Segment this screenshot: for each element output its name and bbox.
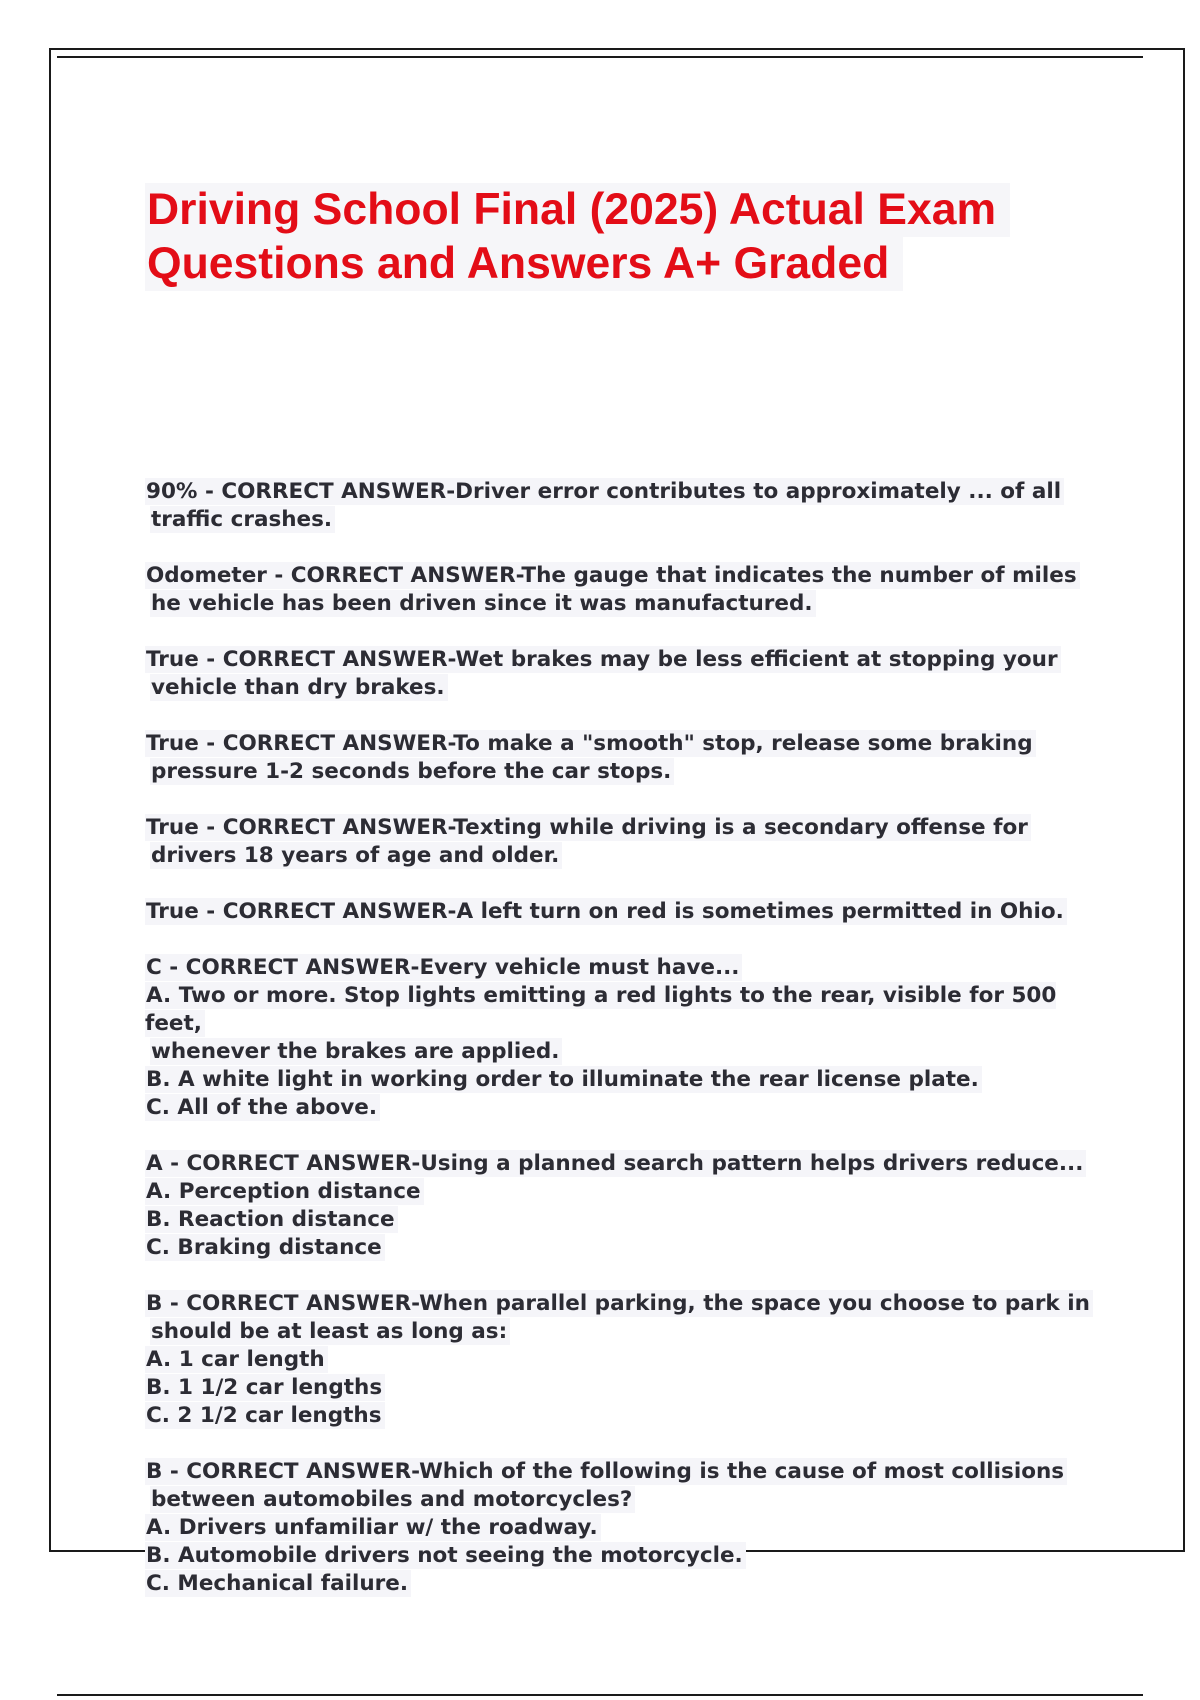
qa-option-a-continued: whenever the brakes are applied. — [150, 1038, 562, 1065]
qa-option-a: A. Two or more. Stop lights emitting a red lights to the rear, visible for 500 feet, — [145, 983, 1057, 1036]
qa-question: True - CORRECT ANSWER-Texting while driving is a secondary offense for — [145, 814, 1031, 841]
qa-item — [145, 1150, 1105, 1262]
qa-question: Odometer - CORRECT ANSWER-The gauge that indicates the number of miles — [145, 562, 1080, 589]
qa-option-a: A. Drivers unfamiliar w/ the roadway. — [145, 1514, 601, 1541]
qa-item — [145, 1290, 1105, 1430]
qa-option-c: C. All of the above. — [145, 1094, 380, 1121]
qa-question-continued: vehicle than dry brakes. — [150, 674, 448, 701]
bottom-rule — [57, 1694, 1143, 1696]
qa-item — [145, 478, 1105, 534]
qa-option-b: B. A white light in working order to illuminate the rear license plate. — [145, 1066, 982, 1093]
qa-question: B - CORRECT ANSWER-Which of the following is the cause of most collisions — [145, 1458, 1067, 1485]
qa-item — [145, 954, 1105, 1122]
qa-item — [145, 646, 1105, 702]
qa-question: True - CORRECT ANSWER-A left turn on red is sometimes permitted in Ohio. — [145, 898, 1067, 925]
qa-item — [145, 1458, 1105, 1598]
qa-question-continued: traffic crashes. — [150, 506, 335, 533]
qa-option-b: B. 1 1/2 car lengths — [145, 1374, 385, 1401]
title-line-1: Driving School Final (2025) Actual Exam — [145, 183, 1010, 237]
qa-item — [145, 898, 1105, 926]
qa-question-continued: should be at least as long as: — [150, 1318, 510, 1345]
qa-question: True - CORRECT ANSWER-To make a "smooth" stop, release some braking — [145, 730, 1036, 757]
qa-question-continued: he vehicle has been driven since it was manufactured. — [150, 590, 816, 617]
document-title — [145, 183, 1010, 291]
qa-question-continued: between automobiles and motorcycles? — [150, 1486, 635, 1513]
qa-option-b: B. Automobile drivers not seeing the motorcycle. — [145, 1542, 746, 1569]
qa-list — [145, 478, 1105, 1626]
qa-question: A - CORRECT ANSWER-Using a planned search pattern helps drivers reduce... — [145, 1150, 1086, 1177]
qa-question: True - CORRECT ANSWER-Wet brakes may be less efficient at stopping your — [145, 646, 1061, 673]
top-rule — [57, 56, 1143, 58]
qa-question-continued: pressure 1-2 seconds before the car stops. — [150, 758, 674, 785]
qa-option-b: B. Reaction distance — [145, 1206, 398, 1233]
qa-option-c: C. 2 1/2 car lengths — [145, 1402, 385, 1429]
qa-item — [145, 814, 1105, 870]
qa-option-c: C. Braking distance — [145, 1234, 385, 1261]
qa-question-continued: drivers 18 years of age and older. — [150, 842, 562, 869]
qa-option-a: A. 1 car length — [145, 1346, 328, 1373]
qa-question: 90% - CORRECT ANSWER-Driver error contributes to approximately ... of all — [145, 478, 1064, 505]
qa-question: C - CORRECT ANSWER-Every vehicle must have... — [145, 954, 742, 981]
qa-item — [145, 730, 1105, 786]
qa-question: B - CORRECT ANSWER-When parallel parking, the space you choose to park in — [145, 1290, 1093, 1317]
title-line-2: Questions and Answers A+ Graded — [145, 237, 903, 291]
qa-option-c: C. Mechanical failure. — [145, 1570, 411, 1597]
qa-option-a: A. Perception distance — [145, 1178, 424, 1205]
qa-item — [145, 562, 1105, 618]
